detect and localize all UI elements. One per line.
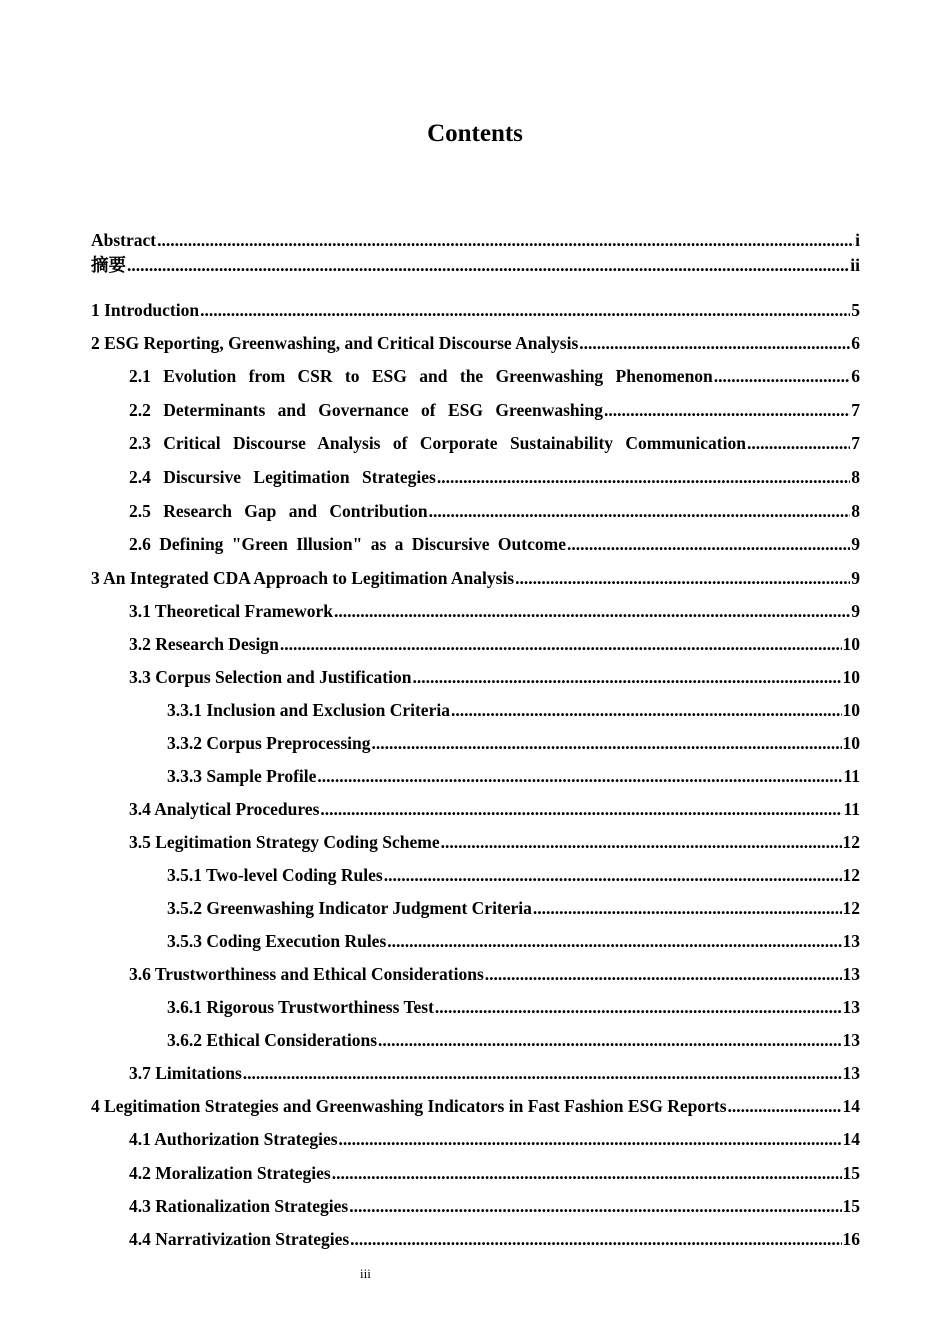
dot-leader — [714, 365, 850, 387]
toc-entry-page-number: 13 — [842, 997, 860, 1017]
dot-leader — [350, 1228, 841, 1250]
toc-entry[interactable] — [91, 500, 860, 522]
toc-entry-page-number: 8 — [851, 501, 860, 521]
dot-leader — [157, 229, 854, 251]
toc-entry-page-number: 13 — [842, 931, 860, 951]
toc-entry-page-number: 5 — [851, 300, 860, 320]
toc-entry-page-number: 12 — [842, 832, 860, 852]
dot-leader — [579, 332, 850, 354]
toc-entry-page-number: 16 — [842, 1229, 860, 1249]
toc-entry[interactable] — [91, 432, 860, 454]
toc-entry[interactable] — [91, 533, 860, 555]
toc-entry[interactable] — [91, 332, 860, 354]
toc-entry-page-number: 9 — [851, 601, 860, 621]
dot-leader — [515, 567, 850, 589]
toc-entry[interactable] — [91, 299, 860, 321]
dot-leader — [728, 1095, 842, 1117]
toc-entry-label: 2.3 Critical Discourse Analysis of Corporate Sustainability Communication — [129, 433, 746, 453]
toc-entry-page-number: 14 — [842, 1129, 860, 1149]
toc-entry-page-number: 7 — [851, 433, 860, 453]
toc-entry-page-number: 12 — [842, 898, 860, 918]
dot-leader — [437, 466, 850, 488]
toc-entry[interactable] — [91, 798, 860, 820]
toc-entry[interactable] — [91, 633, 860, 655]
toc-entry[interactable] — [91, 1062, 860, 1084]
toc-entry[interactable] — [91, 897, 860, 919]
dot-leader — [317, 765, 842, 787]
toc-entry-label: 3.3.2 Corpus Preprocessing — [167, 733, 371, 753]
toc-entry-page-number: 9 — [851, 534, 860, 554]
toc-entry[interactable] — [91, 963, 860, 985]
dot-leader — [567, 533, 850, 555]
toc-entry-page-number: 11 — [843, 799, 860, 819]
toc-entry-label: Abstract — [91, 230, 157, 250]
toc-entry[interactable] — [91, 1095, 860, 1117]
dot-leader — [387, 930, 841, 952]
toc-entry-label: 3.2 Research Design — [129, 634, 279, 654]
dot-leader — [451, 699, 842, 721]
toc-entry-label: 3.5.3 Coding Execution Rules — [167, 931, 387, 951]
dot-leader — [485, 963, 842, 985]
toc-entry-label: 3.5.2 Greenwashing Indicator Judgment Criteria — [167, 898, 532, 918]
toc-entry-page-number: 6 — [851, 333, 860, 353]
toc-entry[interactable] — [91, 699, 860, 721]
toc-entry-label: 4.4 Narrativization Strategies — [129, 1229, 350, 1249]
dot-leader — [429, 500, 851, 522]
toc-entry-label: 3.6.2 Ethical Considerations — [167, 1030, 378, 1050]
toc-entry-label: 3.6 Trustworthiness and Ethical Considerations — [129, 964, 484, 984]
toc-entry[interactable] — [91, 732, 860, 754]
dot-leader — [435, 996, 842, 1018]
toc-entry-label: 4 Legitimation Strategies and Greenwashing Indicators in Fast Fashion ESG Reports — [91, 1096, 727, 1116]
dot-leader — [334, 600, 850, 622]
toc-entry-label: 3.5 Legitimation Strategy Coding Scheme — [129, 832, 440, 852]
toc-entry-label: 3.4 Analytical Procedures — [129, 799, 320, 819]
toc-entry-label: 2.6 Defining "Green Illusion" as a Discursive Outcome — [129, 534, 566, 554]
dot-leader — [280, 633, 842, 655]
toc-entry-label: 4.3 Rationalization Strategies — [129, 1196, 349, 1216]
toc-entry-label: 2.1 Evolution from CSR to ESG and the Greenwashing Phenomenon — [129, 366, 713, 386]
toc-entry-page-number: i — [855, 230, 860, 250]
toc-entry-label: 3 An Integrated CDA Approach to Legitimation Analysis — [91, 568, 515, 588]
toc-entry[interactable] — [91, 567, 860, 589]
toc-entry[interactable] — [91, 831, 860, 853]
dot-leader — [320, 798, 842, 820]
toc-entry-page-number: 11 — [843, 766, 860, 786]
toc-entry[interactable] — [91, 466, 860, 488]
dot-leader — [349, 1195, 841, 1217]
dot-leader — [412, 666, 841, 688]
dot-leader — [604, 399, 850, 421]
toc-entry-page-number: 15 — [842, 1196, 860, 1216]
toc-entry-label: 3.3 Corpus Selection and Justification — [129, 667, 412, 687]
page-title: Contents — [427, 120, 523, 147]
toc-entry[interactable] — [91, 365, 860, 387]
toc-entry[interactable] — [91, 1228, 860, 1250]
toc-entry[interactable] — [91, 1162, 860, 1184]
dot-leader — [200, 299, 850, 321]
toc-entry-label: 4.1 Authorization Strategies — [129, 1129, 338, 1149]
toc-entry-label: 3.3.1 Inclusion and Exclusion Criteria — [167, 700, 450, 720]
toc-entry[interactable] — [91, 1195, 860, 1217]
page-number-footer: iii — [360, 1266, 371, 1281]
toc-entry-label: 3.7 Limitations — [129, 1063, 242, 1083]
toc-entry-page-number: 13 — [842, 964, 860, 984]
toc-entry-page-number: 13 — [842, 1030, 860, 1050]
toc-entry[interactable] — [91, 666, 860, 688]
toc-entry-label: 摘要 — [91, 255, 126, 275]
toc-entry-page-number: 14 — [842, 1096, 860, 1116]
toc-entry[interactable] — [91, 864, 860, 886]
toc-entry-label: 4.2 Moralization Strategies — [129, 1163, 331, 1183]
toc-entry-label: 3.1 Theoretical Framework — [129, 601, 333, 621]
toc-entry[interactable] — [91, 996, 860, 1018]
dot-leader — [372, 732, 842, 754]
toc-entry-page-number: 10 — [842, 634, 860, 654]
toc-entry-label: 2 ESG Reporting, Greenwashing, and Critical Discourse Analysis — [91, 333, 579, 353]
toc-entry[interactable] — [91, 229, 860, 251]
toc-entry[interactable] — [91, 600, 860, 622]
dot-leader — [378, 1029, 841, 1051]
toc-entry[interactable] — [91, 399, 860, 421]
toc-entry[interactable] — [91, 254, 860, 276]
toc-entry-page-number: ii — [850, 255, 860, 275]
dot-leader — [441, 831, 842, 853]
toc-entry-label: 1 Introduction — [91, 300, 200, 320]
toc-entry-label: 2.4 Discursive Legitimation Strategies — [129, 467, 436, 487]
toc-entry-page-number: 10 — [842, 667, 860, 687]
dot-leader — [339, 1128, 842, 1150]
toc-entry-label: 3.3.3 Sample Profile — [167, 766, 317, 786]
dot-leader — [533, 897, 842, 919]
toc-entry-label: 3.5.1 Two-level Coding Rules — [167, 865, 383, 885]
dot-leader — [332, 1162, 842, 1184]
toc-entry[interactable] — [91, 765, 860, 787]
toc-entry-page-number: 10 — [842, 733, 860, 753]
dot-leader — [747, 432, 850, 454]
dot-leader — [127, 254, 849, 276]
toc-entry-page-number: 6 — [851, 366, 860, 386]
toc-entry[interactable] — [91, 1029, 860, 1051]
toc-entry-label: 2.5 Research Gap and Contribution — [129, 501, 428, 521]
toc-entry-label: 2.2 Determinants and Governance of ESG Greenwashing — [129, 400, 603, 420]
toc-entry-label: 3.6.1 Rigorous Trustworthiness Test — [167, 997, 434, 1017]
toc-entry-page-number: 13 — [842, 1063, 860, 1083]
dot-leader — [384, 864, 842, 886]
toc-entry-page-number: 15 — [842, 1163, 860, 1183]
toc-entry-page-number: 8 — [851, 467, 860, 487]
toc-entry-page-number: 9 — [851, 568, 860, 588]
toc-entry-page-number: 10 — [842, 700, 860, 720]
dot-leader — [243, 1062, 842, 1084]
toc-entry[interactable] — [91, 930, 860, 952]
toc-entry-page-number: 7 — [851, 400, 860, 420]
toc-entry[interactable] — [91, 1128, 860, 1150]
toc-entry-page-number: 12 — [842, 865, 860, 885]
